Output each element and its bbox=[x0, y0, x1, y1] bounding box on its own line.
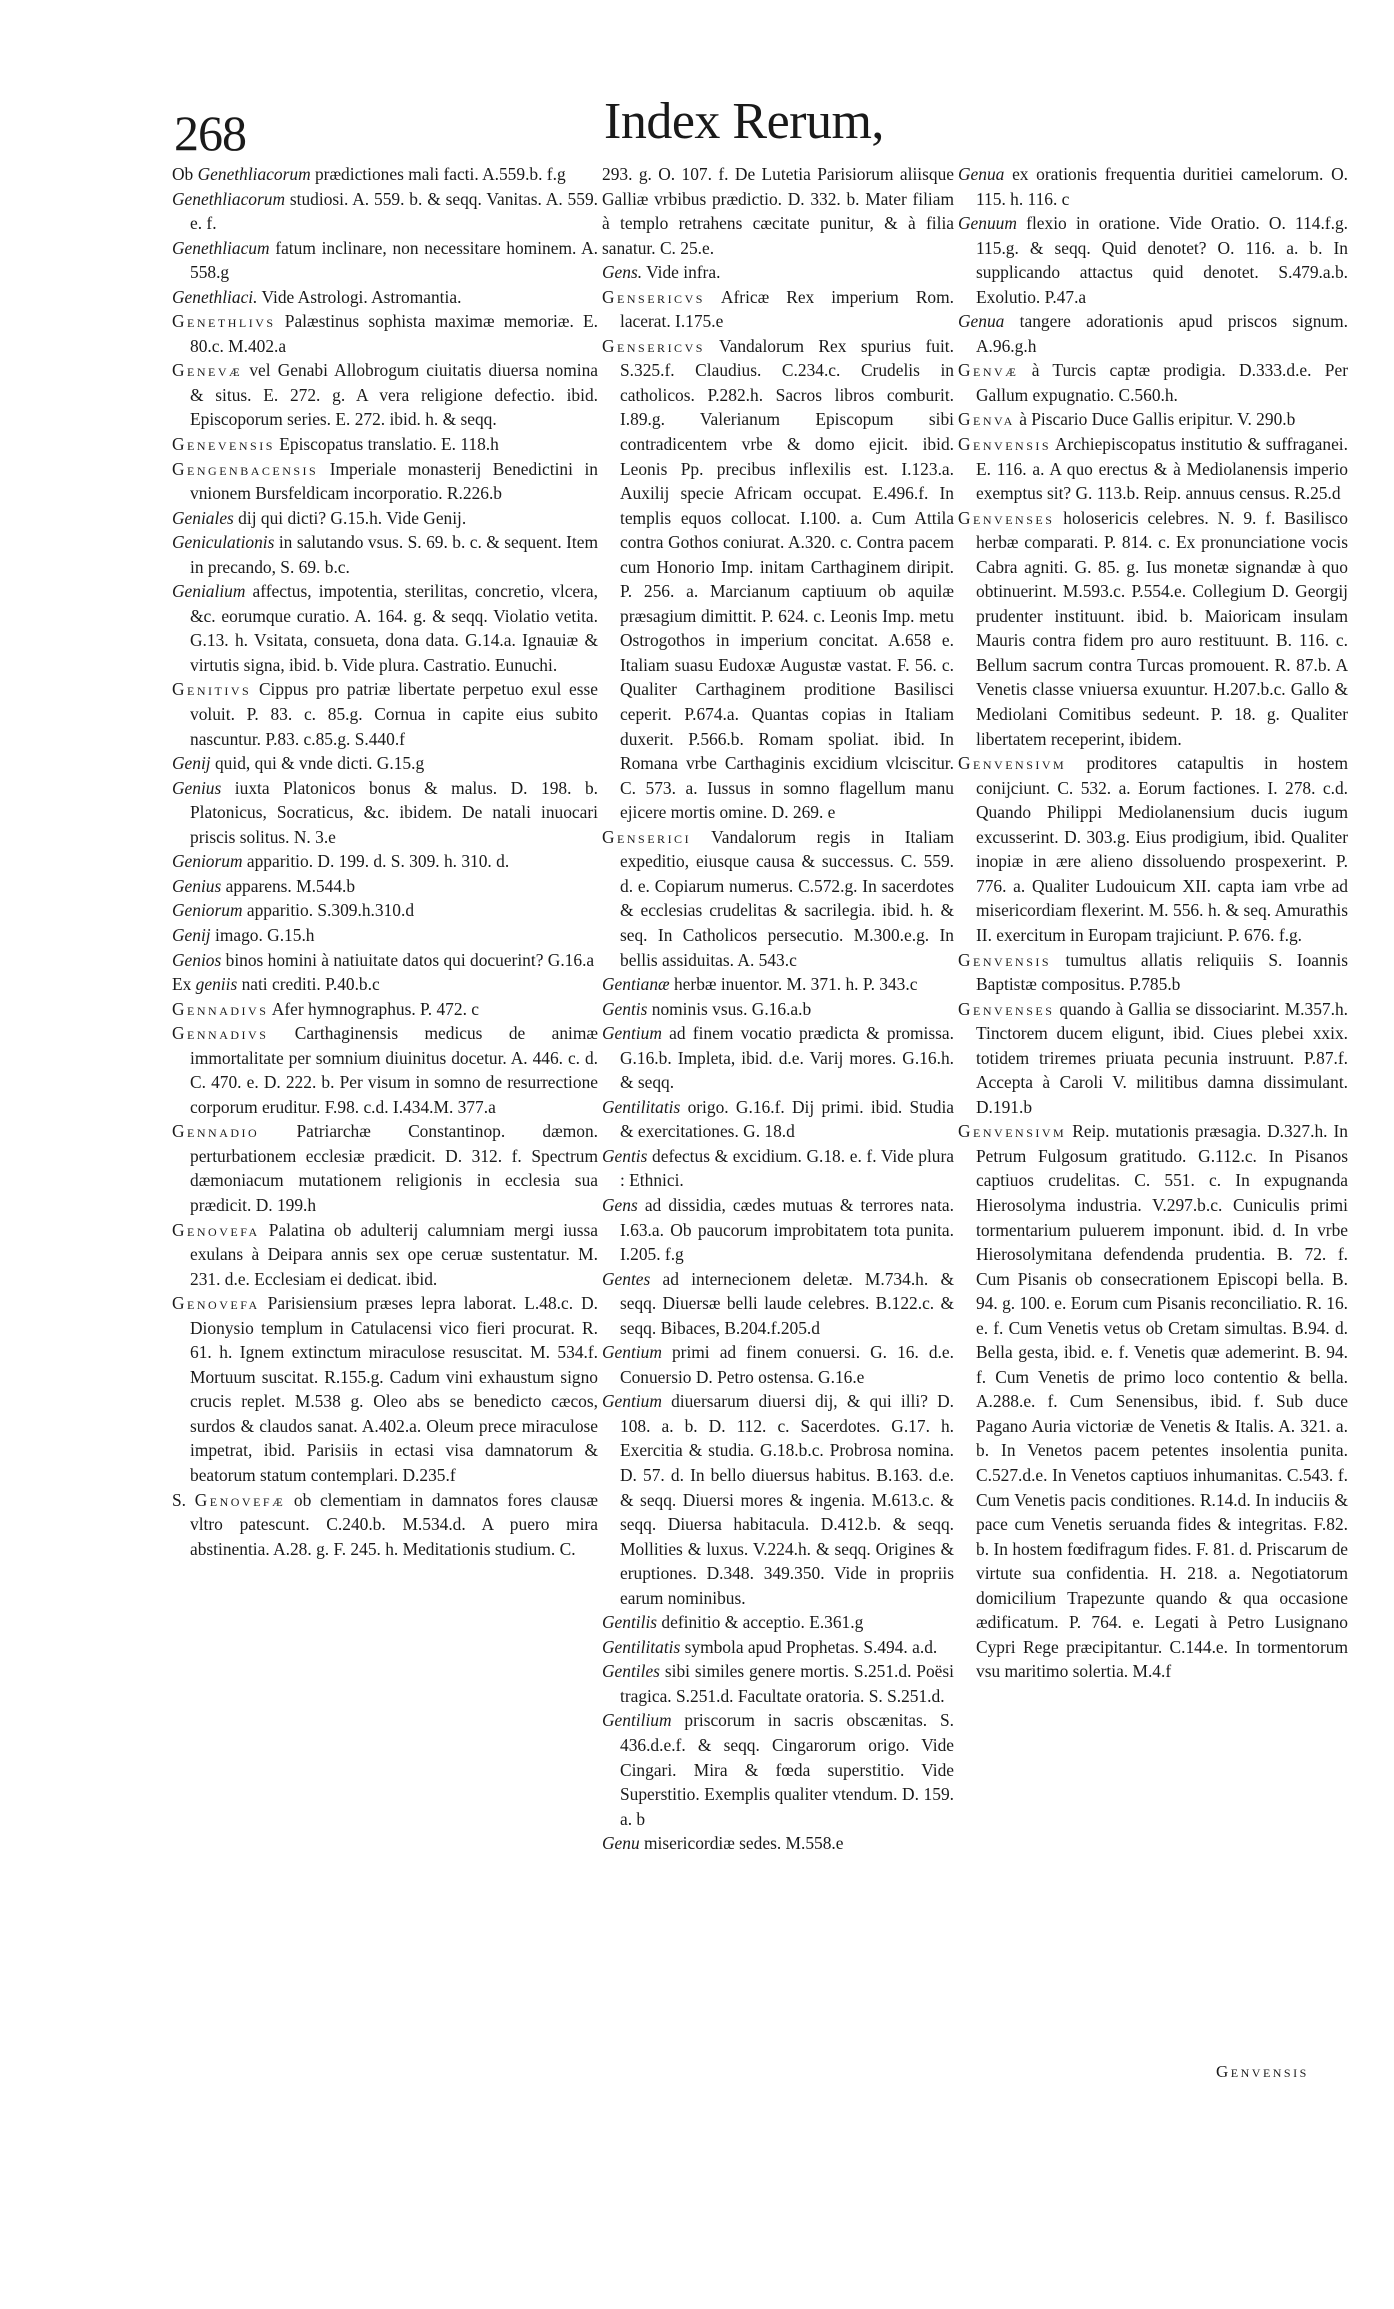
entry-references: ad internecionem deletæ. M.734.h. & seqq. Diuersæ belli laude celebres. B.122.c. & seqq. Bibaces, B.204.f.205.d bbox=[620, 1268, 954, 1338]
index-entry bbox=[172, 162, 598, 187]
index-entry bbox=[172, 849, 598, 874]
index-entry bbox=[172, 997, 598, 1022]
entry-references: ad finem vocatio prædicta & promissa. G.16.b. Impleta, ibid. d.e. Varij mores. G.16.h. & seqq. bbox=[620, 1023, 954, 1093]
entry-headword: Gentilitatis bbox=[602, 1636, 681, 1657]
index-entry bbox=[602, 1340, 954, 1389]
index-entry bbox=[602, 1659, 954, 1708]
entry-references: flexio in oratione. Vide Oratio. O. 114.f.g. 115.g. & seqq. Quid denotet? O. 116. a. b. In supplicando attactus quid denotet. S.479.a.b. Exolutio. P.47.a bbox=[976, 213, 1348, 307]
entry-references: Vide infra. bbox=[642, 262, 721, 283]
entry-headword: Gentium bbox=[602, 1023, 662, 1044]
entry-references: prædictiones mali facti. A.559.b. f.g bbox=[310, 164, 566, 184]
entry-headword: Genserici bbox=[602, 826, 692, 847]
entry-headword: Gentilis bbox=[602, 1612, 658, 1633]
index-entry bbox=[958, 407, 1348, 432]
index-entry bbox=[172, 506, 598, 531]
entry-headword: Genvensivm bbox=[958, 1121, 1067, 1142]
index-entry bbox=[172, 948, 598, 973]
entry-headword: Geniorum bbox=[172, 900, 243, 921]
index-entry bbox=[602, 334, 954, 825]
entry-references: Episcopatus translatio. E. 118.h bbox=[274, 434, 499, 455]
entry-headword: Genios bbox=[172, 949, 222, 970]
entry-headword: Geniorum bbox=[172, 851, 243, 872]
entry-headword: Genvensis bbox=[958, 949, 1052, 970]
entry-references: tumultus allatis reliquiis S. Ioannis Baptistæ compositus. P.785.b bbox=[976, 949, 1348, 995]
index-entry bbox=[602, 1610, 954, 1635]
entry-headword: Genevæ bbox=[172, 360, 243, 381]
entry-headword: Gentilium bbox=[602, 1710, 672, 1731]
index-entry bbox=[172, 236, 598, 285]
index-entry bbox=[602, 1267, 954, 1341]
entry-headword: Gentis bbox=[602, 998, 648, 1019]
entry-headword: Gennadio bbox=[172, 1121, 260, 1142]
entry-headword: Genij bbox=[172, 753, 211, 774]
index-entry bbox=[172, 1021, 598, 1119]
entry-prefix: Ex bbox=[172, 974, 196, 995]
index-entry bbox=[958, 997, 1348, 1120]
entry-headword: Genovefæ bbox=[194, 1489, 286, 1510]
index-entry bbox=[602, 1193, 954, 1267]
index-entry bbox=[602, 1021, 954, 1095]
entry-headword: Genethliacorum bbox=[197, 164, 311, 184]
entry-references: Vide Astrologi. Astromantia. bbox=[257, 286, 462, 307]
entry-references: imago. G.15.h bbox=[210, 924, 315, 945]
index-entry bbox=[172, 285, 598, 310]
index-entry bbox=[172, 1119, 598, 1217]
index-entry bbox=[958, 948, 1348, 997]
index-entry bbox=[172, 677, 598, 751]
index-column-left bbox=[172, 162, 598, 1561]
entry-headword: Genethliacum bbox=[172, 237, 270, 258]
index-entry bbox=[602, 260, 954, 285]
entry-headword: Gensericvs bbox=[602, 286, 705, 307]
entry-headword: Gentiles bbox=[602, 1661, 660, 1682]
entry-references: origo. G.16.f. Dij primi. ibid. Studia & exercitationes. G. 18.d bbox=[620, 1096, 954, 1142]
index-entry bbox=[958, 162, 1348, 211]
entry-headword: Geniculationis bbox=[172, 532, 275, 553]
entry-references: quid, qui & vnde dicti. G.15.g bbox=[210, 753, 425, 774]
entry-headword: Gentes bbox=[602, 1268, 651, 1289]
entry-references: tangere adorationis apud priscos signum. A.96.g.h bbox=[976, 311, 1348, 356]
entry-references: misericordiæ sedes. M.558.e bbox=[639, 1833, 844, 1854]
entry-references: herbæ inuentor. M. 371. h. P. 343.c bbox=[669, 974, 918, 995]
index-entry bbox=[172, 579, 598, 677]
entry-references: nominis vsus. G.16.a.b bbox=[647, 998, 812, 1019]
index-entry bbox=[172, 972, 598, 997]
index-entry bbox=[602, 825, 954, 972]
entry-headword: Gennadivs bbox=[172, 998, 269, 1019]
entry-references: Reip. mutationis præsagia. D.327.h. In Petrum Fulgosum gratitudo. G.112.c. In Pisanos captiuos crudelitas. C. 551. c. In expugnanda Hierosolyma industria. V.297.b.c. Cuniculis primi tormentarium puluerem imponunt. ibid. d. In vrbe Hierosolymitana defendenda prudentia. B. 72. f. Cum Pisanis ob consecrationem Episcopi bella. B. 94. g. 100. e. Eorum cum Pisanis reconciliatio. R. 16. e. f. Cum Venetis vetus ob Cretam simultas. B.94. d. Bella gesta, ibid. e. f. Venetis quæ ademerint. B. 94. f. Cum Venetis de primo loco contentio & bella. A.288.e. f. Cum Senensibus, ibid. f. Sub duce Pagano Auria victoriæ de Venetis & Italis. A. 321. a. b. In Venetos pacem petentes insolentia punita. C.527.d.e. In Venetos captiuos inhumanitas. C.543. f. Cum Venetis pacis conditiones. R.14.d. In induciis & pace cum Venetis seruanda fides & integritas. F.82. b. In hostem fœdifragum fides. F. 81. d. Priscarum de virtute sua confidentia. H. 218. a. Negotiatorum domicilium Trapezunte quando & qua occasione ædificatum. P. 764. e. Legati à Petro Lusignano Cypri Rege præcipitantur. C.144.e. In tormentorum vsu maritimo solertia. M.4.f bbox=[976, 1121, 1348, 1682]
entry-references: Afer hymnographus. P. 472. c bbox=[268, 998, 479, 1019]
entry-headword: Gentium bbox=[602, 1342, 662, 1363]
entry-headword: Gengenbacensis bbox=[172, 458, 319, 479]
entry-references: Vandalorum regis in Italiam expeditio, eiusque causa & successus. C. 559. d. e. Copiarum numerus. C.572.g. In sacerdotes & ecclesias crudelitas & sacrilegia. ibid. h. & seq. In Catholicos persecutio. M.300.e.g. In bellis assiduitas. A. 543.c bbox=[620, 826, 954, 970]
index-column-right bbox=[958, 162, 1348, 1684]
entry-headword: Genvæ bbox=[958, 360, 1019, 381]
index-entry bbox=[958, 211, 1348, 309]
entry-references: Palatina ob adulterij calumniam mergi iussa exulans à Deipara annis sex ope ceruæ sustentatur. M. 231. d.e. Ecclesiam ei dedicat. ibid. bbox=[190, 1219, 598, 1289]
index-entry bbox=[172, 776, 598, 850]
entry-references: binos homini à natiuitate datos qui docuerint? G.16.a bbox=[221, 949, 595, 970]
entry-headword: Genij bbox=[172, 924, 211, 945]
entry-headword: Genu bbox=[602, 1833, 640, 1854]
entry-references: nati crediti. P.40.b.c bbox=[237, 974, 380, 995]
entry-headword: Genialium bbox=[172, 581, 246, 602]
entry-headword: Genvenses bbox=[958, 998, 1055, 1019]
running-head: Index Rerum, bbox=[604, 93, 884, 150]
entry-headword: Gennadivs bbox=[172, 1023, 269, 1044]
entry-references: ex orationis frequentia duritiei camelorum. O. 115. h. 116. c bbox=[976, 164, 1348, 209]
entry-headword: Gens. bbox=[602, 262, 643, 283]
entry-references: apparens. M.544.b bbox=[221, 875, 356, 896]
index-entry bbox=[172, 432, 598, 457]
entry-headword: Genevensis bbox=[172, 434, 275, 455]
entry-headword: Genuum bbox=[958, 213, 1017, 234]
index-entry bbox=[172, 187, 598, 236]
entry-headword: Genethliaci. bbox=[172, 286, 258, 307]
entry-references: dij qui dicti? G.15.h. Vide Genij. bbox=[233, 507, 467, 528]
entry-headword: Gentilitatis bbox=[602, 1096, 681, 1117]
entry-headword: Geniales bbox=[172, 507, 234, 528]
index-entry bbox=[172, 898, 598, 923]
entry-references: Vandalorum Rex spurius fuit. S.325.f. Claudius. C.234.c. Crudelis in catholicos. P.282.h. Sacros libros comburit. I.89.g. Valerianum Episcopum sibi contradicentem vrbe & domo ejicit. ibid. Leonis Pp. precibus inflexilis est. I.123.a. Auxilij specie Africam occupat. E.496.f. In templis equos collocat. I.100. a. Cum Attila contra Gothos coniurat. A.320. c. Contra pacem cum Honorio Imp. initam Carthaginem diripit. P. 256. a. Marcianum captiuum ob aquilæ præsagium dimittit. P. 624. c. Leonis Imp. metu Ostrogothos in imperium concitat. A.658 e. Italiam suasu Eudoxæ Augustæ vastat. F. 56. c. Qualiter Carthaginem proditione Basilisci ceperit. P.674.a. Quantas copias in Italiam duxerit. P.566.b. Romam spoliat. ibid. In Romana vrbe Carthaginis excidium vlciscitur. C. 573. a. Iussus in somno flagellum manu ejicere mortis omine. D. 269. e bbox=[620, 335, 954, 823]
entry-references: Cippus pro patriæ libertate perpetuo exul esse voluit. P. 83. c. 85.g. Cornua in capite eius subito nascuntur. P.83. c.85.g. S.440.f bbox=[190, 679, 598, 749]
index-entry bbox=[958, 432, 1348, 506]
index-entry bbox=[172, 309, 598, 358]
entry-references: ob clementiam in damnatos fores clausæ vltro patescunt. C.240.b. M.534.d. A puero mira abstinentia. A.28. g. F. 245. h. Meditationis studium. C. bbox=[190, 1489, 598, 1559]
page-number: 268 bbox=[174, 105, 246, 161]
index-entry bbox=[602, 1831, 954, 1856]
entry-references: apparitio. S.309.h.310.d bbox=[242, 900, 415, 921]
entry-references: fatum inclinare, non necessitare hominem. A. 558.g bbox=[190, 237, 598, 283]
catchword: Genvensis bbox=[1216, 2062, 1309, 2081]
entry-prefix: Ob bbox=[172, 164, 198, 184]
entry-references: apparitio. D. 199. d. S. 309. h. 310. d. bbox=[242, 851, 510, 872]
entry-headword: Genovefa bbox=[172, 1293, 260, 1314]
entry-headword: Gensericvs bbox=[602, 335, 705, 356]
entry-references: Parisiensium præses lepra laborat. L.48.c. D. Dionysio templum in Catulacensi vico fieri procurat. R. 61. h. Ignem extinctum miraculose resuscitat. M. 534.f. Mortuum suscitat. R.155.g. Cadum vini exhaustum signo crucis replet. M.538 g. Oleo abs se benedicto cæcos, surdos & claudos sanat. A.402.a. Oleum prece miraculose impetrat, ibid. Parisiis in ectasi visa damnatorum & beatorum statum contemplari. D.235.f bbox=[190, 1293, 598, 1485]
index-entry bbox=[958, 309, 1348, 358]
entry-references: vel Genabi Allobrogum ciuitatis diuersa nomina & situs. E. 272. g. A vera religione defectio. ibid. Episcoporum series. E. 272. ibid. h. & seqq. bbox=[190, 360, 598, 430]
index-entry bbox=[172, 358, 598, 432]
entry-references: in salutando vsus. S. 69. b. c. & sequent. Item in precando, S. 69. b.c. bbox=[190, 532, 598, 577]
entry-prefix: S. bbox=[172, 1489, 195, 1510]
index-entry bbox=[602, 1144, 954, 1193]
entry-headword: Gentis bbox=[602, 1145, 648, 1166]
entry-references: Imperiale monasterij Benedictini in vnionem Bursfeldicam incorporatio. R.226.b bbox=[190, 458, 598, 504]
entry-headword: Genius bbox=[172, 777, 222, 798]
entry-headword: Genethlivs bbox=[172, 311, 276, 332]
entry-references: primi ad finem conuersi. G. 16. d.e. Conuersio D. Petro ostensa. G.16.e bbox=[620, 1342, 954, 1387]
index-entry bbox=[172, 751, 598, 776]
index-entry bbox=[172, 923, 598, 948]
index-entry bbox=[602, 1389, 954, 1610]
entry-references: ad dissidia, cædes mutuas & terrores nata. I.63.a. Ob paucorum improbitatem tota punita. I.205. f.g bbox=[620, 1194, 954, 1265]
entry-headword: Gentianæ bbox=[602, 974, 670, 995]
index-column-middle bbox=[602, 162, 954, 1856]
entry-headword: Gens bbox=[602, 1194, 638, 1215]
index-entry bbox=[172, 1218, 598, 1292]
entry-headword: Genovefa bbox=[172, 1219, 260, 1240]
index-entry bbox=[602, 1095, 954, 1144]
entry-references: à Turcis captæ prodigia. D.333.d.e. Per Gallum expugnatio. C.560.h. bbox=[976, 360, 1348, 405]
index-entry bbox=[958, 506, 1348, 751]
entry-headword: Genua bbox=[958, 164, 1005, 184]
entry-references: Patriarchæ Constantinop. dæmon. perturbationem ecclesiæ prædicit. D. 312. f. Spectrum dæmoniacum mutationem religionis in ecclesia sua prædicit. D. 199.h bbox=[190, 1121, 598, 1215]
index-entry bbox=[172, 530, 598, 579]
entry-headword: Genethliacorum bbox=[172, 188, 286, 209]
entry-headword: Gentium bbox=[602, 1391, 662, 1412]
entry-references: holosericis celebres. N. 9. f. Basilisco herbæ comparati. P. 814. c. Ex pronunciatione vocis Cabra agniti. G. 85. g. Ius monetæ signandæ à quo obtinuerint. M.593.c. P.554.e. Collegium D. Georgij prudenter instituunt. ibid. b. Maioricam insulam Mauris contra fidem pro auro restituunt. B. 116. c. Bellum sacrum contra Turcas promouent. R. 87.b. A Venetis classe vniuersa exuuntur. H.207.b.c. Gallo & Mediolani Comitibus sedeunt. P. 18. g. Qualiter libertatem receperint, ibidem. bbox=[976, 507, 1348, 749]
entry-headword: geniis bbox=[195, 974, 238, 995]
index-entry bbox=[602, 285, 954, 334]
entry-references: affectus, impotentia, sterilitas, concretio, vlcera, &c. eorumque curatio. A. 164. g. & seqq. Violatio vetita. G.13. h. Vsitata, consueta, dona data. G.14.a. Ignauiæ & virtutis signa, ibid. b. Vide plura. Castratio. Eunuchi. bbox=[190, 581, 598, 675]
entry-references: symbola apud Prophetas. S.494. a.d. bbox=[680, 1636, 938, 1657]
entry-references: studiosi. A. 559. b. & seqq. Vanitas. A. 559. e. f. bbox=[190, 188, 598, 234]
entry-headword: Genitivs bbox=[172, 679, 252, 700]
index-entry bbox=[172, 1291, 598, 1487]
entry-references: Palæstinus sophista maximæ memoriæ. E. 80.c. M.402.a bbox=[190, 311, 598, 356]
entry-references: Africæ Rex imperium Rom. lacerat. I.175.e bbox=[620, 286, 954, 332]
index-entry bbox=[958, 358, 1348, 407]
entry-references: defectus & excidium. G.18. e. f. Vide plura : Ethnici. bbox=[620, 1145, 954, 1191]
entry-headword: Genvensis bbox=[958, 434, 1052, 455]
entry-references: proditores catapultis in hostem conijciunt. C. 532. a. Eorum factiones. I. 278. c.d. Quando Philippi Mediolanensium ducis iugum excusserint. D. 303.g. Eius prodigium, ibid. Qualiter inopiæ in ære alieno dissoluendo prospexerint. P. 776. a. Qualiter Ludouicum XII. capta iam vrbe ad misericordiam flexerint. M. 556. h. & seq. Amurathis II. exercitum in Europam trajiciunt. P. 676. f.g. bbox=[976, 753, 1348, 945]
index-entry bbox=[602, 997, 954, 1022]
entry-references: definitio & acceptio. E.361.g bbox=[657, 1612, 864, 1633]
entry-headword: Genvenses bbox=[958, 507, 1055, 528]
entry-references: diuersarum diuersi dij, & qui illi? D. 108. a. b. D. 112. c. Sacerdotes. G.17. h. Exercitia & studia. G.18.b.c. Probrosa nomina. D. 57. d. In bello diuersus habitus. B.163. d.e. & seqq. Diuersi mores & ingenia. M.613.c. & seqq. Diuersa habitacula. D.412.b. & seqq. Mollities & luxus. V.224.h. & seqq. Origines & eruptiones. D.348. 349.350. Vide in propriis earum nominibus. bbox=[620, 1391, 954, 1608]
index-entry bbox=[172, 874, 598, 899]
entry-references: à Piscario Duce Gallis eripitur. V. 290.b bbox=[1014, 409, 1296, 430]
entry-references: quando à Gallia se dissociarint. M.357.h. Tinctorem ducem eligunt, ibid. Ciues plebei xxix. totidem triremes priuata pecunia instruunt. P.87.f. Accepta à Caroli V. militibus damna dissimulant. D.191.b bbox=[976, 998, 1348, 1117]
entry-references: iuxta Platonicos bonus & malus. D. 198. b. Platonicus, Socraticus, &c. ibidem. De natali inuocari priscis solitus. N. 3.e bbox=[190, 777, 598, 847]
entry-headword: Genua bbox=[958, 311, 1005, 332]
index-entry bbox=[602, 972, 954, 997]
index-entry bbox=[172, 1488, 598, 1562]
index-entry bbox=[172, 457, 598, 506]
index-entry bbox=[958, 751, 1348, 947]
entry-references: sibi similes genere mortis. S.251.d. Poësi tragica. S.251.d. Facultate oratoria. S. S.251.d. bbox=[620, 1661, 954, 1706]
index-entry-continuation: 293. g. O. 107. f. De Lutetia Parisiorum aliisque Galliæ vrbibus prædictio. D. 332. b. Mater filiam à templo retrahens cæcitate punitur, & à filia sanatur. C. 25.e. bbox=[602, 164, 954, 258]
entry-references: priscorum in sacris obscænitas. S. 436.d.e.f. & seqq. Cingarorum origo. Vide Cingari. Mira & fœda superstitio. Vide Superstitio. Exemplis qualiter vtendum. D. 159. a. b bbox=[620, 1710, 954, 1829]
entry-headword: Genvensivm bbox=[958, 753, 1067, 774]
index-entry bbox=[958, 1119, 1348, 1684]
index-entry bbox=[602, 1635, 954, 1660]
entry-references: Archiepiscopatus institutio & suffraganei. E. 116. a. A quo erectus & à Mediolanensis imperio exemptus sit? G. 113.b. Reip. annuus census. R.25.d bbox=[976, 434, 1348, 504]
entry-headword: Genius bbox=[172, 875, 222, 896]
entry-references: Carthaginensis medicus de animæ immortalitate per somnium diuinitus docetur. A. 446. c. d. C. 470. e. D. 222. b. Per visum in somno de resurrectione corporum eruditur. F.98. c.d. I.434.M. 377.a bbox=[190, 1023, 598, 1117]
index-entry bbox=[602, 1708, 954, 1831]
entry-headword: Genva bbox=[958, 409, 1015, 430]
